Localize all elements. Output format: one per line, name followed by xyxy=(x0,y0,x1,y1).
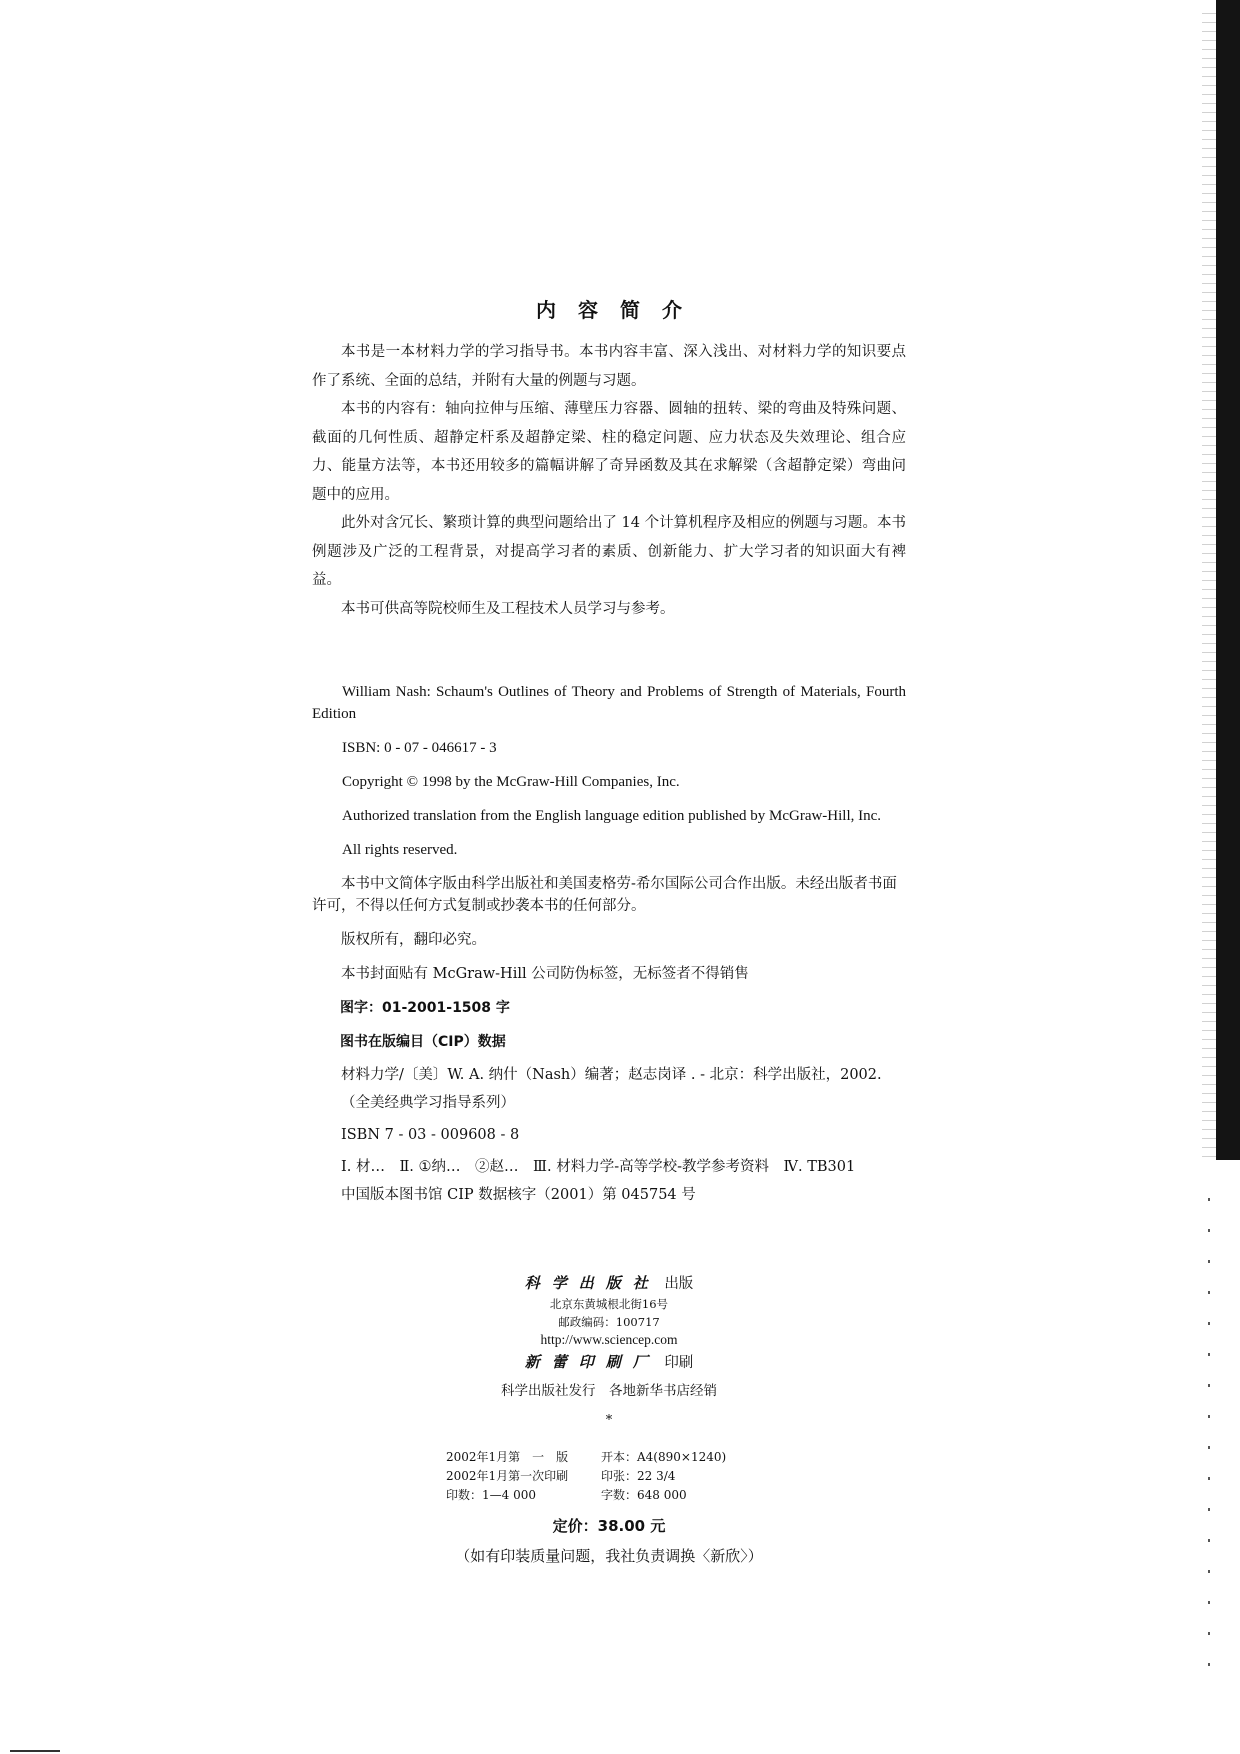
publisher-line xyxy=(312,1272,906,1295)
publisher-block xyxy=(312,1272,906,1432)
cip-classification: Ⅰ. 材… Ⅱ. ①纳… ②赵… Ⅲ. 材料力学-高等学校-教学参考资料 Ⅳ. TB301 xyxy=(341,1159,856,1175)
copyright-line: Copyright © 1998 by the McGraw-Hill Companies, Inc. xyxy=(342,774,680,790)
imprint-table xyxy=(446,1448,726,1505)
imprint-row xyxy=(446,1448,726,1467)
word-count-info: 字数：648 000 xyxy=(601,1488,687,1502)
edition-info: 2002年1月第 一 版 xyxy=(446,1450,569,1464)
all-rights-reserved: All rights reserved. xyxy=(342,842,458,858)
price-block xyxy=(312,1515,906,1568)
contract-number: 图字：01-2001-1508 字 xyxy=(340,1000,510,1016)
original-isbn: ISBN: 0 - 07 - 046617 - 3 xyxy=(342,740,497,756)
original-title: William Nash: Schaum's Outlines of Theory and Problems of Strength of Materials, Fourth Edition xyxy=(312,684,906,722)
cip-series: （全美经典学习指导系列） xyxy=(341,1095,515,1111)
scan-edge-noise xyxy=(1202,10,1216,1160)
cip-heading: 图书在版编目（CIP）数据 xyxy=(340,1034,506,1050)
price: 定价：38.00 元 xyxy=(552,1517,666,1535)
intro-title: 内容简介 xyxy=(536,298,704,322)
format-info: 开本：A4(890×1240) xyxy=(601,1450,727,1464)
piracy-notice: 版权所有，翻印必究。 xyxy=(341,932,486,948)
imprint-row xyxy=(446,1467,726,1486)
print-run-info: 印数：1—4 000 xyxy=(446,1488,536,1502)
publisher-address: 北京东黄城根北街16号 xyxy=(549,1297,669,1311)
main-content xyxy=(312,296,906,1217)
cip-entry: 材料力学/〔美〕W. A. 纳什（Nash）编著；赵志岗译 . - 北京：科学出版社，2002. xyxy=(341,1067,882,1083)
imprint-row xyxy=(446,1486,726,1505)
intro-paragraph: 此外对含冗长、繁琐计算的典型问题给出了 14 个计算机程序及相应的例题与习题。本书例题涉及广泛的工程背景，对提高学习者的素质、创新能力、扩大学习者的知识面大有裨益。 xyxy=(312,515,906,588)
scan-corner-mark xyxy=(10,1750,60,1752)
publisher-postcode: 邮政编码：100717 xyxy=(558,1315,660,1329)
intro-paragraph: 本书是一本材料力学的学习指导书。本书内容丰富、深入浅出、对材料力学的知识要点作了系统、全面的总结，并附有大量的例题与习题。 xyxy=(312,344,906,389)
label-notice: 本书封面贴有 McGraw-Hill 公司防伪标签，无标签者不得销售 xyxy=(341,966,749,982)
scan-edge-dots xyxy=(1208,1170,1210,1670)
print-label: 印刷 xyxy=(664,1355,694,1371)
separator-asterisk: * xyxy=(605,1413,613,1428)
authorized-translation: Authorized translation from the English language edition published by McGraw-Hill, Inc. xyxy=(342,808,882,824)
cip-section xyxy=(312,1031,906,1205)
publish-label: 出版 xyxy=(664,1276,694,1292)
cip-core-number: 中国版本图书馆 CIP 数据核字（2001）第 045754 号 xyxy=(341,1187,696,1203)
intro-section xyxy=(312,338,906,623)
scan-edge-shadow xyxy=(1216,0,1240,1160)
spacer xyxy=(312,623,906,681)
quality-notice: （如有印装质量问题，我社负责调换〈新欣〉） xyxy=(455,1547,763,1565)
chinese-edition-notice: 本书中文简体字版由科学出版社和美国麦格劳-希尔国际公司合作出版。未经出版者书面许可，不得以任何方式复制或抄袭本书的任何部分。 xyxy=(312,876,897,914)
cip-isbn: ISBN 7 - 03 - 009608 - 8 xyxy=(341,1127,520,1143)
intro-paragraph: 本书可供高等院校师生及工程技术人员学习与参考。 xyxy=(341,600,675,617)
copyright-section xyxy=(312,681,906,1019)
publisher-name: 科学出版社 xyxy=(524,1274,660,1292)
printer-line xyxy=(312,1351,906,1374)
sheets-info: 印张：22 3/4 xyxy=(601,1469,676,1483)
distribution-line: 科学出版社发行 各地新华书店经销 xyxy=(501,1383,717,1399)
printing-info: 2002年1月第一次印刷 xyxy=(446,1469,569,1483)
printer-name: 新蕾印刷厂 xyxy=(524,1353,660,1371)
intro-paragraph: 本书的内容有：轴向拉伸与压缩、薄壁压力容器、圆轴的扭转、梁的弯曲及特殊问题、截面的几何性质、超静定杆系及超静定梁、柱的稳定问题、应力状态及失效理论、组合应力、能量方法等，本书还用较多的篇幅讲解了奇异函数及其在求解梁（含超静定梁）弯曲问题中的应用。 xyxy=(312,401,906,503)
publisher-url: http://www.sciencep.com xyxy=(540,1332,678,1347)
